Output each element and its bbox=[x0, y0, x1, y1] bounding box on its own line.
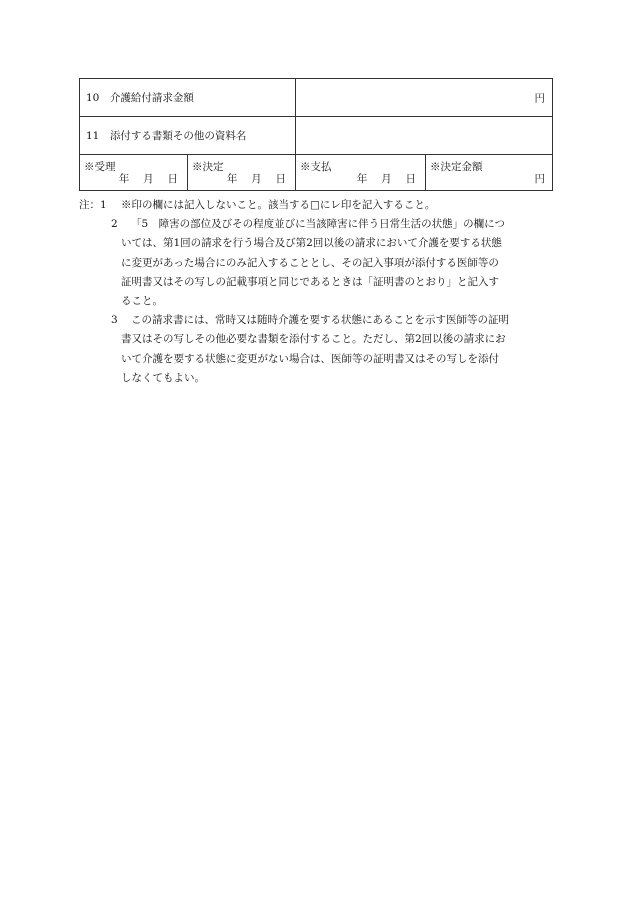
attached-documents-field[interactable] bbox=[296, 117, 553, 155]
note-2-number: 2 bbox=[111, 218, 118, 231]
note-3-line: いて介護を要する状態に変更がない場合は、医師等の証明書又はその写しを添付 bbox=[121, 352, 499, 365]
decision-date bbox=[227, 171, 286, 186]
note-2-line: 証明書又はその写しの記載事項と同じであるときは「証明書のとおり」と記入す bbox=[121, 275, 499, 288]
note-3-line: 書又はその写しその他必要な書類を添付すること。ただし、第2回以後の請求にお bbox=[121, 333, 506, 346]
decision-date-cell bbox=[188, 155, 296, 191]
note-2-line: 「5 障害の部位及びその程度並びに当該障害に伴う日常生活の状態」の欄につ bbox=[131, 218, 505, 231]
claim-form-table bbox=[79, 78, 553, 191]
claim-amount-label: 10 介護給付請求金額 bbox=[80, 79, 296, 117]
note-2-line: に変更があった場合にのみ記入することとし、その記入事項が添付する医師等の bbox=[121, 256, 499, 269]
attached-documents-label: 11 添付する書類その他の資料名 bbox=[80, 117, 296, 155]
decided-amount-cell bbox=[426, 155, 553, 191]
claim-amount-unit: 円 bbox=[534, 92, 545, 104]
received-label: ※受理 bbox=[84, 161, 116, 173]
decided-amount-label: ※決定金額 bbox=[430, 161, 483, 173]
payment-date-cell bbox=[296, 155, 426, 191]
note-item-3 bbox=[79, 311, 553, 388]
received-day-label: 日 bbox=[167, 173, 178, 185]
claim-amount-row bbox=[80, 79, 553, 117]
decision-label: ※決定 bbox=[192, 161, 224, 173]
note-item-2 bbox=[79, 215, 553, 311]
received-year-label: 年 bbox=[118, 173, 130, 185]
decision-year-label: 年 bbox=[226, 173, 238, 185]
office-use-row bbox=[80, 155, 553, 191]
attached-documents-row bbox=[80, 117, 553, 155]
notes-prefix: 注：1 bbox=[79, 199, 107, 211]
note-2-line: いては、第1回の請求を行う場合及び第2回以後の請求において介護を要する状態 bbox=[121, 237, 502, 250]
payment-label: ※支払 bbox=[300, 161, 332, 173]
received-month-label: 月 bbox=[143, 173, 154, 185]
notes-section bbox=[79, 196, 553, 388]
received-date bbox=[119, 171, 178, 186]
note-3-number: 3 bbox=[111, 314, 118, 327]
payment-day-label: 日 bbox=[405, 173, 416, 185]
note-3-line: この請求書には、常時又は随時介護を要する状態にあることを示す医師等の証明 bbox=[131, 314, 509, 327]
note-2-line: ること。 bbox=[121, 295, 163, 308]
payment-month-label: 月 bbox=[381, 173, 392, 185]
decision-month-label: 月 bbox=[251, 173, 262, 185]
decided-amount-unit: 円 bbox=[534, 173, 545, 185]
claim-amount-field[interactable] bbox=[296, 79, 553, 117]
note-3-line: しなくてもよい。 bbox=[121, 371, 205, 384]
decision-day-label: 日 bbox=[275, 173, 286, 185]
payment-year-label: 年 bbox=[356, 173, 368, 185]
note-1-line: ※印の欄には記入しないこと。該当する□にレ印を記入すること。 bbox=[121, 199, 436, 211]
received-date-cell bbox=[80, 155, 188, 191]
note-item-1 bbox=[79, 196, 553, 215]
payment-date bbox=[357, 171, 416, 186]
